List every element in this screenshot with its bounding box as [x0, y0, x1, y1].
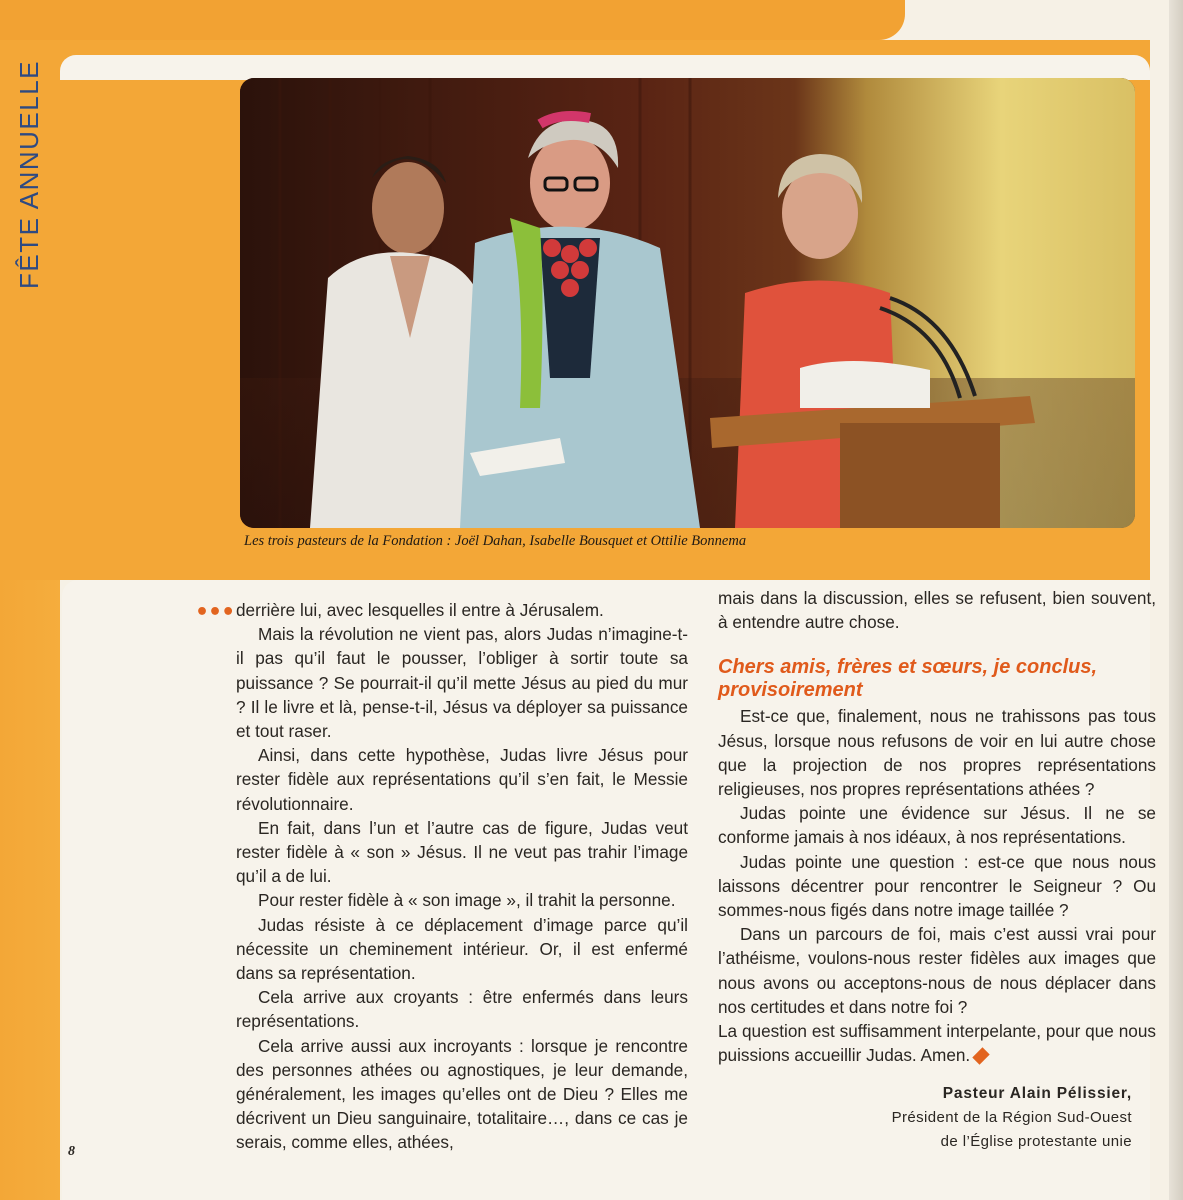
article-column-left: [236, 598, 688, 1155]
paragraph: En fait, dans l’un et l’autre cas de figure, Judas veut rester fidèle à « son » Jésus. Il ne veut pas trahir l’image qu’il a de lui.: [236, 817, 688, 887]
page-gutter: [1169, 0, 1183, 1200]
photo-card-top: [60, 55, 1150, 80]
paragraph: Ainsi, dans cette hypothèse, Judas livre Jésus pour rester fidèle aux représentations qu’il s’en fait, le Messie révolutionnaire.: [236, 745, 688, 814]
event-photo: [240, 78, 1135, 528]
author-signature: [840, 1082, 1132, 1154]
article-column-right: [718, 586, 1156, 1067]
paragraph: Judas résiste à ce déplacement d’image parce qu’il nécessite un cheminement intérieur. Or, il est enfermé dans sa représentation.: [236, 914, 688, 984]
paragraph: Cela arrive aux croyants : être enfermés dans leurs représentations.: [236, 987, 688, 1032]
end-diamond-icon: [973, 1048, 990, 1065]
author-name: Pasteur Alain Pélissier,: [942, 1085, 1132, 1102]
page-number: 8: [68, 1144, 75, 1159]
author-role: Président de la Région Sud-Ouest: [891, 1109, 1132, 1126]
paragraph: derrière lui, avec lesquelles il entre à Jérusalem.: [236, 600, 604, 620]
photo-caption: Les trois pasteurs de la Fondation : Joël Dahan, Isabelle Bousquet et Ottilie Bonnema: [244, 533, 747, 549]
author-organization: de l’Église protestante unie: [940, 1133, 1132, 1150]
paragraph: Judas pointe une question : est-ce que nous nous laissons décentrer pour rencontrer le Seigneur ? Ou sommes-nous figés dans notre image taillée ?: [718, 851, 1156, 921]
paragraph: Cela arrive aussi aux incroyants : lorsque je rencontre des personnes athées ou agnostiques, je leur demande, généralement, les images qu’elles ont de Dieu ? Elles me décrivent un Dieu sanguinaire, totalitaire…, dans ce cas je serais, comme elles, athées,: [236, 1035, 688, 1153]
continuation-mark: •••: [195, 600, 235, 625]
paragraph: Est-ce que, finalement, nous ne trahissons pas tous Jésus, lorsque nous refusons de voir en lui autre chose que la projection de nos propres représentations religieuses, nos propres représentations athées ?: [718, 706, 1156, 800]
paragraph: Dans un parcours de foi, mais c’est aussi vrai pour l’athéisme, voulons-nous rester fidèles aux images que nous avons ou acceptons-nous de nous déplacer dans nos certitudes et dans notre foi ?: [718, 924, 1156, 1017]
closing-paragraph: [718, 1019, 1156, 1067]
section-label: FÊTE ANNUELLE: [14, 60, 44, 290]
section-subheading: Chers amis, frères et sœurs, je conclus, provisoirement: [718, 656, 1098, 702]
closing-text: La question est suffisamment interpelante, pour que nous puissions accueillir Judas. Amen.: [718, 1021, 1156, 1066]
paragraph: mais dans la discussion, elles se refusent, bien souvent, à entendre autre chose.: [718, 588, 1156, 633]
paragraph: Mais la révolution ne vient pas, alors Judas n’imagine-t-il pas qu’il faut le pousser, l’obliger à sortir toute sa puissance ? Se pourrait-il qu’il mette Jésus au pied du mur ? Il le livre et là, pense-t-il, Jésus va déployer sa puissance et tout raser.: [236, 624, 688, 742]
header-band: [0, 0, 905, 40]
paragraph: Judas pointe une évidence sur Jésus. Il ne se conforme jamais à nos idéaux, à nos représentations.: [718, 803, 1156, 848]
paragraph: Pour rester fidèle à « son image », il trahit la personne.: [258, 890, 676, 911]
